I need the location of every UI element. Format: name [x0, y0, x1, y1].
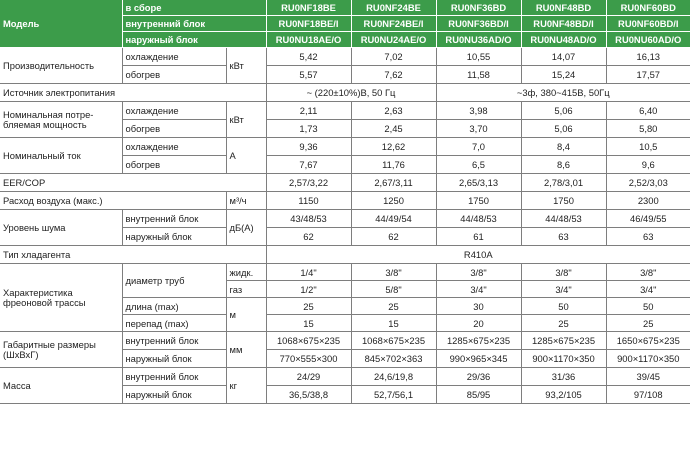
value-cell: 1068×675×235: [266, 332, 351, 350]
unit-label: дБ(А): [226, 210, 266, 246]
header-row-label: внутренний блок: [122, 16, 266, 32]
refrigerant-label: Тип хладагента: [0, 246, 266, 264]
value-cell: 9,36: [266, 138, 351, 156]
value-cell: 900×1170×350: [606, 350, 690, 368]
value-cell: 1/2": [266, 281, 351, 298]
value-cell: 2,65/3,13: [436, 174, 521, 192]
value-cell: 14,07: [521, 48, 606, 66]
pipe-diameter-label: диаметр труб: [122, 264, 226, 298]
value-cell: 1750: [436, 192, 521, 210]
unit-label: кВт: [226, 102, 266, 138]
value-cell: 1068×675×235: [351, 332, 436, 350]
value-cell: 2,57/3,22: [266, 174, 351, 192]
value-cell: 5,80: [606, 120, 690, 138]
model-name: RU0NF48BD: [521, 0, 606, 16]
model-name: RU0NU18AE/O: [266, 32, 351, 48]
value-cell: 62: [351, 228, 436, 246]
value-cell: 2,11: [266, 102, 351, 120]
value-cell: 93,2/105: [521, 386, 606, 404]
unit-label: кг: [226, 368, 266, 404]
value-cell: 30: [436, 298, 521, 315]
value-cell: 63: [606, 228, 690, 246]
value-cell: 8,6: [521, 156, 606, 174]
productivity-label: Производительность: [0, 48, 122, 84]
value-cell: 6,40: [606, 102, 690, 120]
value-cell: 2,52/3,03: [606, 174, 690, 192]
heating-label: обогрев: [122, 156, 226, 174]
value-cell: 3/8": [521, 264, 606, 281]
value-cell: 3/4": [436, 281, 521, 298]
model-name: RU0NU60AD/O: [606, 32, 690, 48]
value-cell: 7,67: [266, 156, 351, 174]
productivity-cooling-row: [0, 48, 690, 66]
refrigerant-value: R410A: [266, 246, 690, 264]
value-cell: 9,6: [606, 156, 690, 174]
current-cooling-row: [0, 138, 690, 156]
value-cell: 990×965×345: [436, 350, 521, 368]
value-cell: 25: [351, 298, 436, 315]
value-cell: 1250: [351, 192, 436, 210]
value-cell: 25: [266, 298, 351, 315]
value-cell: 25: [606, 315, 690, 332]
value-cell: 44/49/54: [351, 210, 436, 228]
value-cell: 1/4": [266, 264, 351, 281]
value-cell: 10,55: [436, 48, 521, 66]
value-cell: 3/8": [606, 264, 690, 281]
value-cell: 1650×675×235: [606, 332, 690, 350]
power-consumption-label: Номинальная потре-бляемая мощность: [0, 102, 122, 138]
liquid-label: жидк.: [226, 264, 266, 281]
value-cell: 1285×675×235: [436, 332, 521, 350]
power-source-label: Источник электропитания: [0, 84, 266, 102]
value-cell: 2,45: [351, 120, 436, 138]
value-cell: 900×1170×350: [521, 350, 606, 368]
model-name: RU0NF36BD: [436, 0, 521, 16]
value-cell: 43/48/53: [266, 210, 351, 228]
current-label: Номинальный ток: [0, 138, 122, 174]
value-cell: 2,63: [351, 102, 436, 120]
power-single-phase: ~ (220±10%)В, 50 Гц: [266, 84, 436, 102]
model-name: RU0NF18BE/I: [266, 16, 351, 32]
unit-label: м: [226, 298, 266, 332]
value-cell: 15: [351, 315, 436, 332]
header-row-label: наружный блок: [122, 32, 266, 48]
value-cell: 1285×675×235: [521, 332, 606, 350]
model-name: RU0NU48AD/O: [521, 32, 606, 48]
model-name: RU0NF18BE: [266, 0, 351, 16]
value-cell: 52,7/56,1: [351, 386, 436, 404]
airflow-label: Расход воздуха (макс.): [0, 192, 226, 210]
dimensions-label: Габаритные размеры (ШхВхГ): [0, 332, 122, 368]
value-cell: 46/49/55: [606, 210, 690, 228]
value-cell: 16,13: [606, 48, 690, 66]
freon-label: Характеристика фреоновой трассы: [0, 264, 122, 332]
value-cell: 25: [521, 315, 606, 332]
weight-indoor-row: [0, 368, 690, 386]
value-cell: 3/8": [351, 264, 436, 281]
value-cell: 97/108: [606, 386, 690, 404]
elevation-label: перепад (max): [122, 315, 226, 332]
value-cell: 29/36: [436, 368, 521, 386]
outdoor-label: наружный блок: [122, 228, 226, 246]
value-cell: 15,24: [521, 66, 606, 84]
value-cell: 62: [266, 228, 351, 246]
value-cell: 3/4": [606, 281, 690, 298]
eer-row: [0, 174, 690, 192]
indoor-label: внутренний блок: [122, 368, 226, 386]
value-cell: 12,62: [351, 138, 436, 156]
cooling-label: охлаждение: [122, 102, 226, 120]
power-three-phase: ~3ф, 380~415В, 50Гц: [436, 84, 690, 102]
value-cell: 7,02: [351, 48, 436, 66]
model-name: RU0NU36AD/O: [436, 32, 521, 48]
value-cell: 11,58: [436, 66, 521, 84]
value-cell: 5,06: [521, 120, 606, 138]
value-cell: 3,98: [436, 102, 521, 120]
value-cell: 17,57: [606, 66, 690, 84]
value-cell: 39/45: [606, 368, 690, 386]
power-source-row: [0, 84, 690, 102]
heating-label: обогрев: [122, 66, 226, 84]
value-cell: 6,5: [436, 156, 521, 174]
value-cell: 1,73: [266, 120, 351, 138]
unit-label: мм: [226, 332, 266, 368]
model-name: RU0NF24BE/I: [351, 16, 436, 32]
value-cell: 3,70: [436, 120, 521, 138]
value-cell: 31/36: [521, 368, 606, 386]
value-cell: 1150: [266, 192, 351, 210]
unit-label: А: [226, 138, 266, 174]
unit-label: м³/ч: [226, 192, 266, 210]
value-cell: 44/48/53: [436, 210, 521, 228]
refrigerant-row: [0, 246, 690, 264]
model-name: RU0NU24AE/O: [351, 32, 436, 48]
airflow-row: [0, 192, 690, 210]
model-name: RU0NF60BD/I: [606, 16, 690, 32]
value-cell: 1750: [521, 192, 606, 210]
value-cell: 20: [436, 315, 521, 332]
value-cell: 5,42: [266, 48, 351, 66]
noise-indoor-row: [0, 210, 690, 228]
model-name: RU0NF36BD/I: [436, 16, 521, 32]
gas-label: газ: [226, 281, 266, 298]
indoor-label: внутренний блок: [122, 210, 226, 228]
value-cell: 44/48/53: [521, 210, 606, 228]
value-cell: 3/8": [436, 264, 521, 281]
value-cell: 8,4: [521, 138, 606, 156]
length-label: длина (max): [122, 298, 226, 315]
outdoor-label: наружный блок: [122, 350, 226, 368]
power-consumption-cooling-row: [0, 102, 690, 120]
value-cell: 50: [521, 298, 606, 315]
unit-label: кВт: [226, 48, 266, 84]
value-cell: 24/29: [266, 368, 351, 386]
value-cell: 11,76: [351, 156, 436, 174]
value-cell: 85/95: [436, 386, 521, 404]
eer-label: EER/COP: [0, 174, 266, 192]
indoor-label: внутренний блок: [122, 332, 226, 350]
noise-label: Уровень шума: [0, 210, 122, 246]
value-cell: 3/4": [521, 281, 606, 298]
value-cell: 2,78/3,01: [521, 174, 606, 192]
header-row-label: в сборе: [122, 0, 266, 16]
model-name: RU0NF24BE: [351, 0, 436, 16]
freon-liquid-row: [0, 264, 690, 281]
value-cell: 24,6/19,8: [351, 368, 436, 386]
value-cell: 15: [266, 315, 351, 332]
heating-label: обогрев: [122, 120, 226, 138]
value-cell: 5,06: [521, 102, 606, 120]
value-cell: 2,67/3,11: [351, 174, 436, 192]
value-cell: 61: [436, 228, 521, 246]
cooling-label: охлаждение: [122, 48, 226, 66]
cooling-label: охлаждение: [122, 138, 226, 156]
weight-label: Масса: [0, 368, 122, 404]
value-cell: 7,0: [436, 138, 521, 156]
value-cell: 5,57: [266, 66, 351, 84]
header-row-assembly: [0, 0, 690, 16]
dimensions-indoor-row: [0, 332, 690, 350]
value-cell: 2300: [606, 192, 690, 210]
value-cell: 845×702×363: [351, 350, 436, 368]
value-cell: 36,5/38,8: [266, 386, 351, 404]
model-label: Модель: [0, 0, 122, 48]
value-cell: 50: [606, 298, 690, 315]
value-cell: 7,62: [351, 66, 436, 84]
outdoor-label: наружный блок: [122, 386, 226, 404]
model-name: RU0NF48BD/I: [521, 16, 606, 32]
value-cell: 5/8": [351, 281, 436, 298]
model-name: RU0NF60BD: [606, 0, 690, 16]
value-cell: 10,5: [606, 138, 690, 156]
value-cell: 63: [521, 228, 606, 246]
value-cell: 770×555×300: [266, 350, 351, 368]
